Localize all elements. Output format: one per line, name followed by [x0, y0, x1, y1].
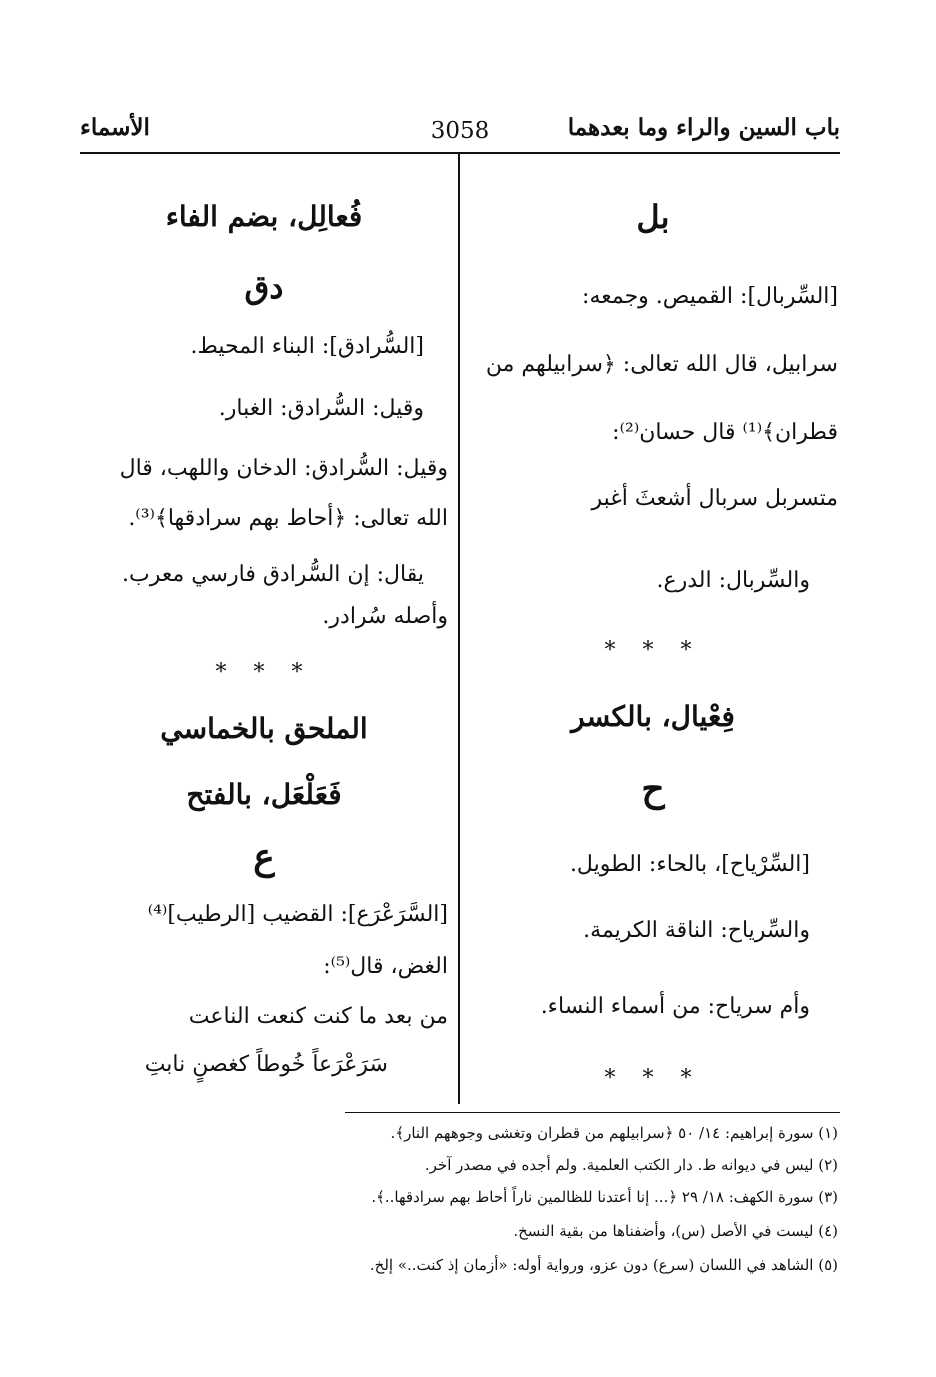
entry-line: وأصله سُرادر. — [322, 604, 448, 629]
entry-line: [السَّرَعْرَع]: القضيب [الرطيب]⁽⁴⁾ — [147, 902, 448, 927]
entry-line: قطران﴾⁽¹⁾ قال حسان⁽²⁾: — [612, 420, 838, 445]
entry-line: وأم سرياح: من أسماء النساء. — [540, 994, 810, 1019]
section-heading: الملحق بالخماسي — [160, 712, 368, 745]
page-header — [80, 112, 840, 152]
page-number: 3058 — [430, 118, 490, 144]
entry-line: [السِّربال]: القميص. وجمعه: — [582, 284, 838, 309]
root-heading: بل — [636, 198, 670, 236]
entry-line: [السُّرادق]: البناء المحيط. — [190, 334, 424, 359]
chapter-title: باب السين والراء وما بعدهما — [567, 114, 840, 141]
footnote: (٢) ليس في ديوانه ط. دار الكتب العلمية. ولم أجده في مصدر آخر. — [424, 1156, 838, 1174]
entry-line: سرابيل، قال الله تعالى: ﴿سرابيلهم من — [485, 352, 838, 377]
footnote: (٤) ليست في الأصل (س)، وأضفناها من بقية النسخ. — [513, 1222, 838, 1240]
verse-line: من بعد ما كنت كنعت الناعت — [188, 1004, 448, 1029]
entry-line: وقيل: السُّرادق: الدخان واللهب، قال — [119, 456, 448, 481]
footnote: (٥) الشاهد في اللسان (سرع) دون عزو، ورواية أوله: «أزمان إذ كنت..» إلخ. — [369, 1256, 838, 1274]
footnote-rule — [345, 1112, 840, 1113]
entry-line: يقال: إن السُّرادق فارسي معرب. — [121, 562, 424, 587]
separator-stars: * * * — [604, 638, 702, 663]
letter-heading: ح — [641, 768, 665, 810]
section-title: الأسماء — [80, 114, 150, 141]
entry-line: والسِّرياح: الناقة الكريمة. — [583, 918, 810, 943]
entry-line: الغض، قال⁽⁵⁾: — [323, 954, 448, 979]
column-divider — [458, 154, 460, 1104]
entry-line: والسِّربال: الدرع. — [656, 568, 810, 593]
letter-heading: ع — [253, 836, 275, 878]
header-rule — [80, 152, 840, 154]
separator-stars: * * * — [604, 1066, 702, 1091]
separator-stars: * * * — [215, 660, 313, 685]
root-heading: دق — [244, 268, 284, 306]
pattern-heading: فُعالِل، بضم الفاء — [165, 200, 363, 233]
verse-line: سَرَعْرَعاً خُوطاً كغصنٍ نابتِ — [144, 1052, 388, 1077]
footnote: (١) سورة إبراهيم: ١٤/ ٥٠ ﴿سرابيلهم من قطران وتغشى وجوههم النار﴾. — [390, 1124, 838, 1142]
entry-line: الله تعالى: ﴿أحاط بهم سرادقها﴾⁽³⁾. — [128, 506, 448, 531]
pattern-heading: فَعَلْعَل، بالفتح — [186, 778, 342, 811]
footnote: (٣) سورة الكهف: ١٨/ ٢٩ ﴿... إنا أعتدنا للظالمين ناراً أحاط بهم سرادقها..﴾. — [371, 1188, 838, 1206]
pattern-heading: فِعْيال، بالكسر — [571, 700, 735, 733]
verse-line: متسربل سربال أشعثَ أغبر — [591, 486, 838, 511]
entry-line: وقيل: السُّرادق: الغبار. — [218, 396, 424, 421]
entry-line: [السِّرْياح]، بالحاء: الطويل. — [569, 852, 810, 877]
